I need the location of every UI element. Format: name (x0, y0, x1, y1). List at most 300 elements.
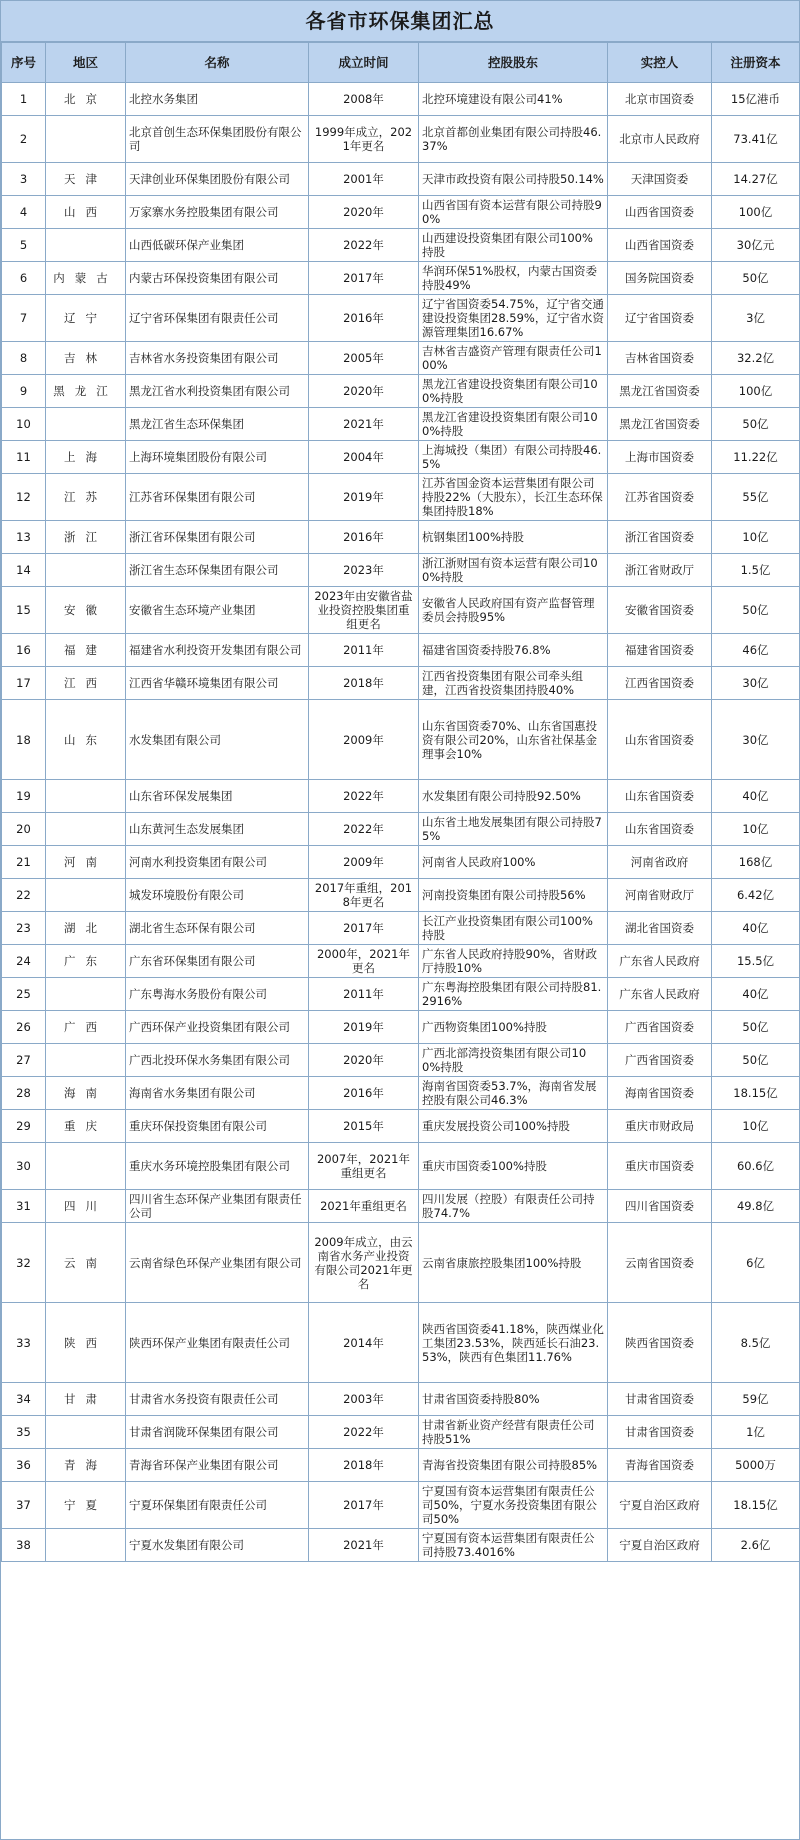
table-row (2, 441, 800, 474)
table-row (2, 1044, 800, 1077)
cell-controller: 广东省人民政府 (608, 978, 712, 1011)
cell-holder: 陕西省国资委41.18%，陕西煤业化工集团23.53%，陕西延长石油23.53%，陕西有色集团11.76% (419, 1303, 608, 1383)
cell-founded: 2016年 (309, 295, 419, 342)
cell-region: 辽宁 (46, 295, 126, 342)
cell-founded: 2021年 (309, 408, 419, 441)
cell-holder: 黑龙江省建设投资集团有限公司100%持股 (419, 375, 608, 408)
cell-name: 城发环境股份有限公司 (126, 879, 309, 912)
cell-region (46, 780, 126, 813)
cell-founded: 2016年 (309, 1077, 419, 1110)
cell-capital: 6亿 (712, 1223, 800, 1303)
cell-name: 江苏省环保集团有限公司 (126, 474, 309, 521)
table-row (2, 667, 800, 700)
cell-holder: 吉林省吉盛资产管理有限责任公司100% (419, 342, 608, 375)
cell-holder: 宁夏国有资本运营集团有限责任公司50%，宁夏水务投资集团有限公司50% (419, 1482, 608, 1529)
cell-holder: 宁夏国有资本运营集团有限责任公司持股73.4016% (419, 1529, 608, 1562)
table-row (2, 295, 800, 342)
cell-capital: 2.6亿 (712, 1529, 800, 1562)
cell-no: 15 (2, 587, 46, 634)
cell-capital: 3亿 (712, 295, 800, 342)
cell-controller: 浙江省国资委 (608, 521, 712, 554)
header-row (2, 43, 800, 83)
cell-no: 20 (2, 813, 46, 846)
cell-no: 13 (2, 521, 46, 554)
cell-controller: 辽宁省国资委 (608, 295, 712, 342)
cell-no: 38 (2, 1529, 46, 1562)
cell-holder: 广东粤海控股集团有限公司持股81.2916% (419, 978, 608, 1011)
cell-region: 青海 (46, 1449, 126, 1482)
cell-name: 甘肃省润陇环保集团有限公司 (126, 1416, 309, 1449)
col-header-founded: 成立时间 (309, 43, 419, 83)
cell-capital: 50亿 (712, 408, 800, 441)
cell-no: 28 (2, 1077, 46, 1110)
cell-name: 山西低碳环保产业集团 (126, 229, 309, 262)
cell-capital: 18.15亿 (712, 1482, 800, 1529)
cell-name: 辽宁省环保集团有限责任公司 (126, 295, 309, 342)
cell-region (46, 229, 126, 262)
cell-founded: 2015年 (309, 1110, 419, 1143)
cell-name: 云南省绿色环保产业集团有限公司 (126, 1223, 309, 1303)
cell-no: 30 (2, 1143, 46, 1190)
cell-controller: 甘肃省国资委 (608, 1416, 712, 1449)
cell-controller: 江苏省国资委 (608, 474, 712, 521)
table-row (2, 1223, 800, 1303)
cell-name: 青海省环保产业集团有限公司 (126, 1449, 309, 1482)
cell-holder: 长江产业投资集团有限公司100%持股 (419, 912, 608, 945)
cell-no: 3 (2, 163, 46, 196)
cell-region (46, 879, 126, 912)
cell-region (46, 116, 126, 163)
cell-region: 河南 (46, 846, 126, 879)
cell-region: 江苏 (46, 474, 126, 521)
table-row (2, 912, 800, 945)
cell-holder: 青海省投资集团有限公司持股85% (419, 1449, 608, 1482)
cell-controller: 四川省国资委 (608, 1190, 712, 1223)
cell-no: 24 (2, 945, 46, 978)
cell-holder: 海南省国资委53.7%，海南省发展控股有限公司46.3% (419, 1077, 608, 1110)
cell-founded: 2017年 (309, 912, 419, 945)
table-row (2, 879, 800, 912)
cell-region: 甘肃 (46, 1383, 126, 1416)
cell-no: 7 (2, 295, 46, 342)
cell-founded: 2004年 (309, 441, 419, 474)
table-row (2, 1011, 800, 1044)
cell-name: 宁夏环保集团有限责任公司 (126, 1482, 309, 1529)
cell-controller: 海南省国资委 (608, 1077, 712, 1110)
cell-region: 安徽 (46, 587, 126, 634)
table-row (2, 163, 800, 196)
cell-capital: 168亿 (712, 846, 800, 879)
cell-capital: 50亿 (712, 262, 800, 295)
cell-capital: 40亿 (712, 912, 800, 945)
table-row (2, 116, 800, 163)
cell-holder: 四川发展（控股）有限责任公司持股74.7% (419, 1190, 608, 1223)
cell-name: 广西环保产业投资集团有限公司 (126, 1011, 309, 1044)
cell-capital: 18.15亿 (712, 1077, 800, 1110)
cell-controller: 河南省政府 (608, 846, 712, 879)
cell-founded: 2011年 (309, 634, 419, 667)
cell-region: 海南 (46, 1077, 126, 1110)
cell-founded: 2022年 (309, 229, 419, 262)
cell-name: 黑龙江省水利投资集团有限公司 (126, 375, 309, 408)
cell-capital: 50亿 (712, 587, 800, 634)
cell-no: 12 (2, 474, 46, 521)
cell-holder: 河南投资集团有限公司持股56% (419, 879, 608, 912)
table-row (2, 1529, 800, 1562)
cell-capital: 10亿 (712, 1110, 800, 1143)
table-row (2, 1383, 800, 1416)
cell-no: 19 (2, 780, 46, 813)
cell-name: 福建省水利投资开发集团有限公司 (126, 634, 309, 667)
cell-founded: 2019年 (309, 1011, 419, 1044)
cell-name: 广西北投环保水务集团有限公司 (126, 1044, 309, 1077)
cell-holder: 黑龙江省建设投资集团有限公司100%持股 (419, 408, 608, 441)
table-row (2, 1416, 800, 1449)
cell-holder: 华润环保51%股权，内蒙古国资委持股49% (419, 262, 608, 295)
cell-founded: 2021年重组更名 (309, 1190, 419, 1223)
cell-founded: 2022年 (309, 780, 419, 813)
cell-controller: 青海省国资委 (608, 1449, 712, 1482)
cell-no: 31 (2, 1190, 46, 1223)
cell-controller: 吉林省国资委 (608, 342, 712, 375)
cell-name: 湖北省生态环保有限公司 (126, 912, 309, 945)
cell-no: 11 (2, 441, 46, 474)
cell-no: 16 (2, 634, 46, 667)
cell-region: 陕西 (46, 1303, 126, 1383)
cell-capital: 50亿 (712, 1011, 800, 1044)
cell-name: 重庆环保投资集团有限公司 (126, 1110, 309, 1143)
cell-region: 重庆 (46, 1110, 126, 1143)
cell-region (46, 408, 126, 441)
cell-no: 22 (2, 879, 46, 912)
table-row (2, 700, 800, 780)
cell-no: 25 (2, 978, 46, 1011)
cell-region (46, 978, 126, 1011)
cell-holder: 云南省康旅控股集团100%持股 (419, 1223, 608, 1303)
cell-no: 36 (2, 1449, 46, 1482)
cell-founded: 2018年 (309, 1449, 419, 1482)
col-header-holder: 控股股东 (419, 43, 608, 83)
cell-name: 安徽省生态环境产业集团 (126, 587, 309, 634)
table-row (2, 1190, 800, 1223)
cell-name: 上海环境集团股份有限公司 (126, 441, 309, 474)
col-header-no: 序号 (2, 43, 46, 83)
cell-no: 27 (2, 1044, 46, 1077)
cell-region: 北京 (46, 83, 126, 116)
cell-name: 浙江省环保集团有限公司 (126, 521, 309, 554)
table-row (2, 813, 800, 846)
table-row (2, 229, 800, 262)
cell-founded: 2001年 (309, 163, 419, 196)
col-header-capital: 注册资本 (712, 43, 800, 83)
cell-holder: 安徽省人民政府国有资产监督管理委员会持股95% (419, 587, 608, 634)
cell-holder: 福建省国资委持股76.8% (419, 634, 608, 667)
cell-capital: 73.41亿 (712, 116, 800, 163)
table-row (2, 83, 800, 116)
cell-region: 广西 (46, 1011, 126, 1044)
cell-name: 海南省水务集团有限公司 (126, 1077, 309, 1110)
cell-holder: 山西建设投资集团有限公司100%持股 (419, 229, 608, 262)
cell-founded: 2017年 (309, 1482, 419, 1529)
cell-capital: 30亿 (712, 667, 800, 700)
cell-capital: 30亿 (712, 700, 800, 780)
cell-capital: 15.5亿 (712, 945, 800, 978)
table-row (2, 978, 800, 1011)
cell-name: 重庆水务环境控股集团有限公司 (126, 1143, 309, 1190)
table-row (2, 1077, 800, 1110)
cell-capital: 59亿 (712, 1383, 800, 1416)
cell-name: 北控水务集团 (126, 83, 309, 116)
cell-holder: 山西省国有资本运营有限公司持股90% (419, 196, 608, 229)
cell-name: 河南水利投资集团有限公司 (126, 846, 309, 879)
cell-no: 2 (2, 116, 46, 163)
cell-region: 山西 (46, 196, 126, 229)
cell-region: 天津 (46, 163, 126, 196)
cell-no: 26 (2, 1011, 46, 1044)
cell-capital: 40亿 (712, 780, 800, 813)
cell-founded: 1999年成立，2021年更名 (309, 116, 419, 163)
cell-name: 山东省环保发展集团 (126, 780, 309, 813)
cell-region: 黑龙江 (46, 375, 126, 408)
cell-holder: 辽宁省国资委54.75%，辽宁省交通建设投资集团28.59%，辽宁省水资源管理集团16.67% (419, 295, 608, 342)
cell-holder: 甘肃省国资委持股80% (419, 1383, 608, 1416)
cell-founded: 2008年 (309, 83, 419, 116)
cell-name: 内蒙古环保投资集团有限公司 (126, 262, 309, 295)
cell-controller: 重庆市国资委 (608, 1143, 712, 1190)
cell-no: 29 (2, 1110, 46, 1143)
cell-controller: 山西省国资委 (608, 229, 712, 262)
cell-no: 37 (2, 1482, 46, 1529)
cell-controller: 陕西省国资委 (608, 1303, 712, 1383)
cell-controller: 黑龙江省国资委 (608, 375, 712, 408)
table-row (2, 846, 800, 879)
cell-capital: 60.6亿 (712, 1143, 800, 1190)
cell-no: 18 (2, 700, 46, 780)
cell-founded: 2016年 (309, 521, 419, 554)
cell-holder: 杭钢集团100%持股 (419, 521, 608, 554)
cell-founded: 2003年 (309, 1383, 419, 1416)
data-table (1, 42, 800, 1562)
cell-name: 黑龙江省生态环保集团 (126, 408, 309, 441)
cell-holder: 北京首都创业集团有限公司持股46.37% (419, 116, 608, 163)
cell-capital: 32.2亿 (712, 342, 800, 375)
cell-holder: 河南省人民政府100% (419, 846, 608, 879)
cell-capital: 1亿 (712, 1416, 800, 1449)
table-row (2, 634, 800, 667)
cell-capital: 55亿 (712, 474, 800, 521)
cell-region: 上海 (46, 441, 126, 474)
cell-name: 北京首创生态环保集团股份有限公司 (126, 116, 309, 163)
cell-founded: 2019年 (309, 474, 419, 521)
cell-holder: 重庆发展投资公司100%持股 (419, 1110, 608, 1143)
cell-founded: 2021年 (309, 1529, 419, 1562)
cell-controller: 天津国资委 (608, 163, 712, 196)
cell-name: 宁夏水发集团有限公司 (126, 1529, 309, 1562)
cell-founded: 2017年 (309, 262, 419, 295)
table-row (2, 1110, 800, 1143)
cell-no: 6 (2, 262, 46, 295)
cell-name: 吉林省水务投资集团有限公司 (126, 342, 309, 375)
cell-name: 广东粤海水务股份有限公司 (126, 978, 309, 1011)
cell-no: 23 (2, 912, 46, 945)
cell-name: 山东黄河生态发展集团 (126, 813, 309, 846)
cell-founded: 2007年，2021年重组更名 (309, 1143, 419, 1190)
cell-controller: 广东省人民政府 (608, 945, 712, 978)
cell-holder: 广西物资集团100%持股 (419, 1011, 608, 1044)
cell-region (46, 813, 126, 846)
cell-controller: 山东省国资委 (608, 700, 712, 780)
cell-region: 四川 (46, 1190, 126, 1223)
cell-controller: 北京市国资委 (608, 83, 712, 116)
cell-controller: 山东省国资委 (608, 780, 712, 813)
cell-controller: 广西省国资委 (608, 1011, 712, 1044)
cell-holder: 广东省人民政府持股90%，省财政厅持股10% (419, 945, 608, 978)
cell-capital: 50亿 (712, 1044, 800, 1077)
cell-holder: 江西省投资集团有限公司牵头组建，江西省投资集团持股40% (419, 667, 608, 700)
cell-controller: 云南省国资委 (608, 1223, 712, 1303)
cell-capital: 1.5亿 (712, 554, 800, 587)
cell-founded: 2018年 (309, 667, 419, 700)
cell-founded: 2020年 (309, 375, 419, 408)
cell-founded: 2011年 (309, 978, 419, 1011)
cell-holder: 水发集团有限公司持股92.50% (419, 780, 608, 813)
cell-no: 8 (2, 342, 46, 375)
table-row (2, 408, 800, 441)
cell-capital: 8.5亿 (712, 1303, 800, 1383)
cell-capital: 100亿 (712, 196, 800, 229)
cell-region: 宁夏 (46, 1482, 126, 1529)
cell-capital: 46亿 (712, 634, 800, 667)
table-row (2, 1143, 800, 1190)
cell-no: 32 (2, 1223, 46, 1303)
cell-holder: 山东省国资委70%、山东省国惠投资有限公司20%，山东省社保基金理事会10% (419, 700, 608, 780)
cell-founded: 2023年由安徽省盐业投资控股集团重组更名 (309, 587, 419, 634)
cell-name: 广东省环保集团有限公司 (126, 945, 309, 978)
cell-no: 17 (2, 667, 46, 700)
cell-no: 5 (2, 229, 46, 262)
col-header-region: 地区 (46, 43, 126, 83)
cell-name: 四川省生态环保产业集团有限责任公司 (126, 1190, 309, 1223)
table-row (2, 780, 800, 813)
cell-founded: 2020年 (309, 1044, 419, 1077)
cell-no: 33 (2, 1303, 46, 1383)
cell-capital: 10亿 (712, 521, 800, 554)
cell-founded: 2009年 (309, 700, 419, 780)
cell-name: 陕西环保产业集团有限责任公司 (126, 1303, 309, 1383)
cell-no: 35 (2, 1416, 46, 1449)
table-row (2, 521, 800, 554)
cell-controller: 甘肃省国资委 (608, 1383, 712, 1416)
cell-holder: 江苏省国金资本运营集团有限公司持股22%（大股东），长江生态环保集团持股18% (419, 474, 608, 521)
cell-founded: 2022年 (309, 1416, 419, 1449)
cell-region: 湖北 (46, 912, 126, 945)
cell-name: 甘肃省水务投资有限责任公司 (126, 1383, 309, 1416)
cell-capital: 40亿 (712, 978, 800, 1011)
cell-controller: 重庆市财政局 (608, 1110, 712, 1143)
table-row (2, 342, 800, 375)
cell-capital: 11.22亿 (712, 441, 800, 474)
cell-capital: 10亿 (712, 813, 800, 846)
cell-name: 水发集团有限公司 (126, 700, 309, 780)
cell-no: 1 (2, 83, 46, 116)
table-row (2, 474, 800, 521)
cell-name: 天津创业环保集团股份有限公司 (126, 163, 309, 196)
cell-region: 内蒙古 (46, 262, 126, 295)
cell-capital: 15亿港币 (712, 83, 800, 116)
cell-region (46, 554, 126, 587)
cell-founded: 2017年重组，2018年更名 (309, 879, 419, 912)
cell-capital: 14.27亿 (712, 163, 800, 196)
cell-controller: 江西省国资委 (608, 667, 712, 700)
cell-holder: 山东省土地发展集团有限公司持股75% (419, 813, 608, 846)
cell-holder: 甘肃省新业资产经营有限责任公司持股51% (419, 1416, 608, 1449)
cell-founded: 2009年 (309, 846, 419, 879)
cell-founded: 2020年 (309, 196, 419, 229)
cell-name: 万家寨水务控股集团有限公司 (126, 196, 309, 229)
table-row (2, 554, 800, 587)
cell-region (46, 1143, 126, 1190)
cell-holder: 广西北部湾投资集团有限公司100%持股 (419, 1044, 608, 1077)
cell-capital: 49.8亿 (712, 1190, 800, 1223)
table-row (2, 1482, 800, 1529)
cell-holder: 天津市政投资有限公司持股50.14% (419, 163, 608, 196)
cell-no: 21 (2, 846, 46, 879)
cell-founded: 2005年 (309, 342, 419, 375)
cell-region (46, 1529, 126, 1562)
table-row (2, 1449, 800, 1482)
cell-region (46, 1044, 126, 1077)
col-header-controller: 实控人 (608, 43, 712, 83)
cell-region: 广东 (46, 945, 126, 978)
cell-controller: 山东省国资委 (608, 813, 712, 846)
cell-founded: 2000年，2021年更名 (309, 945, 419, 978)
cell-controller: 河南省财政厅 (608, 879, 712, 912)
cell-no: 34 (2, 1383, 46, 1416)
cell-controller: 山西省国资委 (608, 196, 712, 229)
cell-controller: 浙江省财政厅 (608, 554, 712, 587)
cell-region: 山东 (46, 700, 126, 780)
cell-controller: 湖北省国资委 (608, 912, 712, 945)
table-row (2, 587, 800, 634)
cell-holder: 重庆市国资委100%持股 (419, 1143, 608, 1190)
cell-region: 浙江 (46, 521, 126, 554)
table-row (2, 945, 800, 978)
page-title: 各省市环保集团汇总 (1, 1, 799, 42)
cell-holder: 浙江浙财国有资本运营有限公司100%持股 (419, 554, 608, 587)
cell-region: 福建 (46, 634, 126, 667)
cell-no: 14 (2, 554, 46, 587)
cell-controller: 宁夏自治区政府 (608, 1529, 712, 1562)
cell-no: 4 (2, 196, 46, 229)
cell-controller: 北京市人民政府 (608, 116, 712, 163)
cell-name: 江西省华赣环境集团有限公司 (126, 667, 309, 700)
cell-controller: 国务院国资委 (608, 262, 712, 295)
cell-no: 9 (2, 375, 46, 408)
cell-region (46, 1416, 126, 1449)
cell-founded: 2023年 (309, 554, 419, 587)
cell-region: 云南 (46, 1223, 126, 1303)
cell-controller: 福建省国资委 (608, 634, 712, 667)
cell-holder: 上海城投（集团）有限公司持股46.5% (419, 441, 608, 474)
col-header-name: 名称 (126, 43, 309, 83)
cell-region: 吉林 (46, 342, 126, 375)
cell-capital: 100亿 (712, 375, 800, 408)
table-row (2, 375, 800, 408)
cell-no: 10 (2, 408, 46, 441)
cell-founded: 2014年 (309, 1303, 419, 1383)
table-row (2, 196, 800, 229)
table-row (2, 262, 800, 295)
